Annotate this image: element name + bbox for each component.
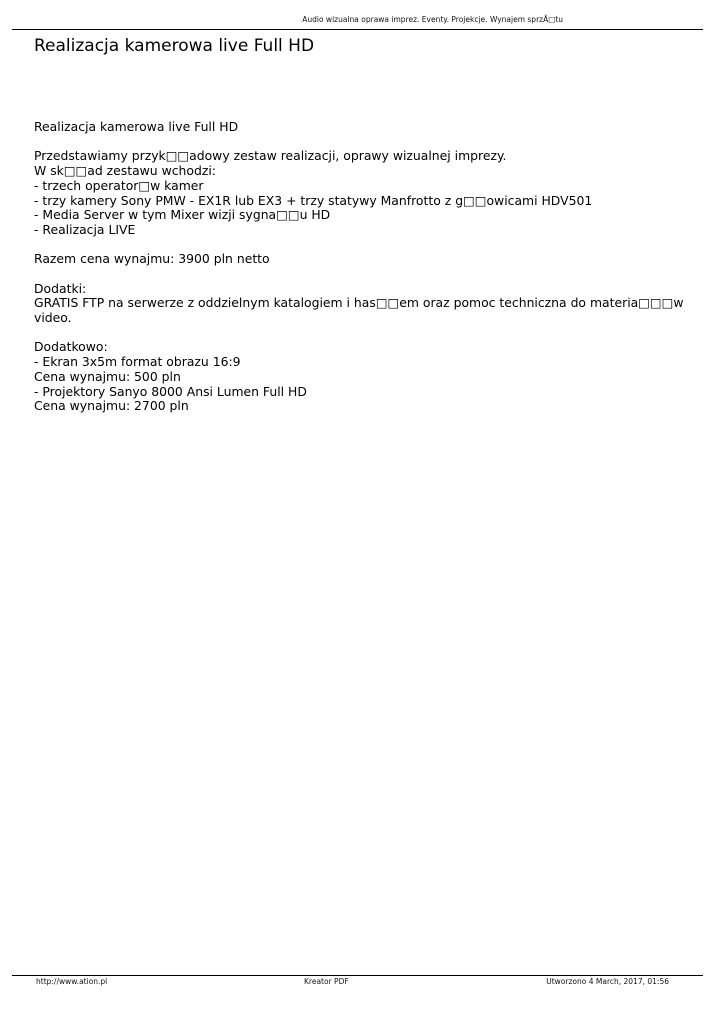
- footer-generator: Kreator PDF: [304, 977, 349, 986]
- running-header: Audio wizualna oprawa imprez. Eventy. Projekcje. Wynajem sprzĂ□tu: [302, 15, 563, 24]
- footer-rule: [12, 975, 703, 976]
- list-item: - trzech operator□w kamer: [34, 177, 204, 193]
- text-line: GRATIS FTP na serwerze z oddzielnym katalogiem i has□□em oraz pomoc techniczna do materia□□□w: [34, 295, 684, 311]
- price-paragraph: [34, 252, 694, 267]
- paragraph-gap: [34, 326, 694, 341]
- extras-paragraph: [34, 282, 694, 326]
- footer-created-date: Utworzono 4 March, 2017, 01:56: [546, 977, 669, 986]
- text-line: video.: [34, 310, 72, 326]
- paragraph-gap: [34, 267, 694, 282]
- list-item: - Ekran 3x5m format obrazu 16:9: [34, 354, 241, 370]
- text-line: Razem cena wynajmu: 3900 pln netto: [34, 251, 270, 267]
- text-line: Cena wynajmu: 2700 pln: [34, 398, 189, 414]
- text-line: Dodatki:: [34, 280, 87, 296]
- paragraph-gap: [34, 238, 694, 253]
- header-rule: [12, 29, 703, 30]
- document-body: [34, 120, 694, 414]
- text-line: Przedstawiamy przyk□□adowy zestaw realizacji, oprawy wizualnej imprezy.: [34, 148, 507, 164]
- list-item: - Media Server w tym Mixer wizji sygna□□u HD: [34, 207, 331, 223]
- footer-url: http://www.ation.pl: [36, 977, 108, 986]
- intro-paragraph: [34, 120, 694, 135]
- paragraph-gap: [34, 135, 694, 150]
- list-item: - Projektory Sanyo 8000 Ansi Lumen Full HD: [34, 383, 307, 399]
- package-description-paragraph: [34, 149, 694, 237]
- text-line: Cena wynajmu: 500 pln: [34, 368, 181, 384]
- list-item: - trzy kamery Sony PMW - EX1R lub EX3 + trzy statywy Manfrotto z g□□owicami HDV501: [34, 192, 593, 208]
- additional-paragraph: [34, 340, 694, 414]
- page-title: Realizacja kamerowa live Full HD: [34, 36, 315, 56]
- text-line: Dodatkowo:: [34, 339, 108, 355]
- text-line: W sk□□ad zestawu wchodzi:: [34, 163, 216, 179]
- text-line: Realizacja kamerowa live Full HD: [34, 119, 239, 134]
- list-item: - Realizacja LIVE: [34, 221, 136, 237]
